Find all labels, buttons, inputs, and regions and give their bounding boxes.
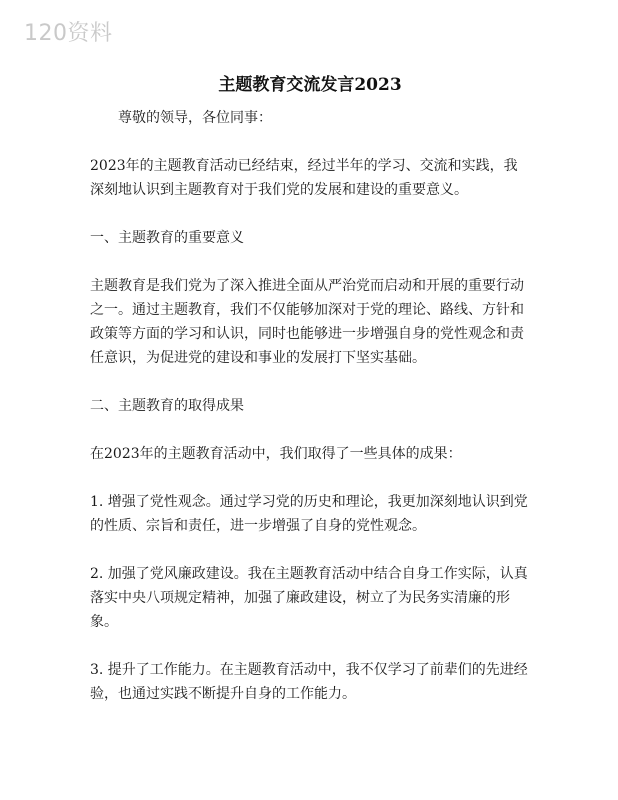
list-item: 1. 增强了党性观念。通过学习党的历史和理论，我更加深刻地认识到党的性质、宗旨和责任，进一步增强了自身的党性观念。 xyxy=(90,494,528,534)
section-heading-1: 一、主题教育的重要意义 xyxy=(90,230,244,246)
list-item: 3. 提升了工作能力。在主题教育活动中，我不仅学习了前辈们的先进经验，也通过实践不断提升自身的工作能力。 xyxy=(90,662,528,702)
watermark-logo: 120资料 xyxy=(24,21,113,46)
intro-paragraph: 2023年的主题教育活动已经结束，经过半年的学习、交流和实践，我深刻地认识到主题教育对于我们党的发展和建设的重要意义。 xyxy=(90,158,518,198)
salutation: 尊敬的领导，各位同事： xyxy=(118,110,272,126)
section-intro-2: 在2023年的主题教育活动中，我们取得了一些具体的成果： xyxy=(90,446,462,462)
section-heading-2: 二、主题教育的取得成果 xyxy=(90,398,244,414)
section-body-1: 主题教育是我们党为了深入推进全面从严治党而启动和开展的重要行动之一。通过主题教育，我们不仅能够加深对于党的理论、路线、方针和政策等方面的学习和认识，同时也能够进一步增强自身的党性观念和责任意识，为促进党的建设和事业的发展打下坚实基础。 xyxy=(90,278,524,366)
document-page xyxy=(90,72,530,706)
document-title: 主题教育交流发言2023 xyxy=(218,75,402,95)
list-item: 2. 加强了党风廉政建设。我在主题教育活动中结合自身工作实际，认真落实中央八项规定精神，加强了廉政建设，树立了为民务实清廉的形象。 xyxy=(90,566,528,630)
